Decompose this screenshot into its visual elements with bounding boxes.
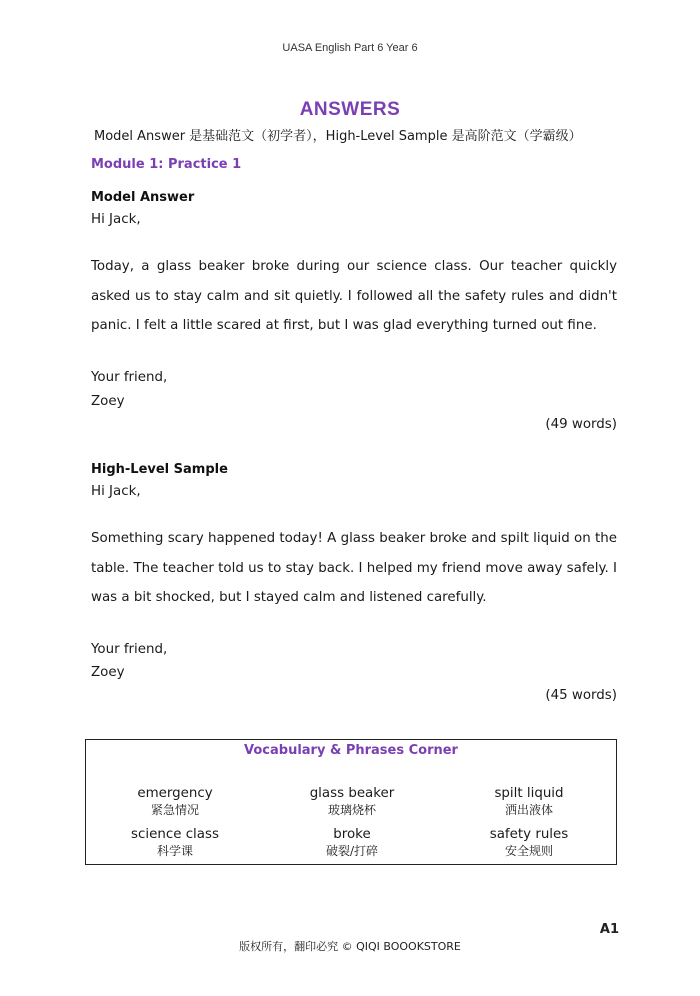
vocab-chinese: 破裂/打碎 (325, 844, 379, 858)
vocab-english: science class (131, 827, 219, 842)
vocabulary-title: Vocabulary & Phrases Corner (244, 743, 458, 758)
high-level-sample-heading: High-Level Sample (91, 462, 228, 477)
vocab-english: broke (333, 827, 371, 842)
module-heading: Module 1: Practice 1 (91, 157, 242, 172)
model-answer-signature: Zoey (91, 394, 125, 409)
model-answer-greeting: Hi Jack, (91, 212, 141, 227)
high-level-sample-signature: Zoey (91, 665, 125, 680)
vocab-chinese: 紧急情况 (150, 803, 199, 817)
vocab-chinese: 玻璃烧杯 (327, 803, 376, 817)
vocab-english: safety rules (489, 827, 569, 842)
page-number: A1 (599, 922, 619, 937)
vocab-item (264, 785, 440, 818)
page-header: UASA English Part 6 Year 6 (282, 42, 418, 54)
vocabulary-box (85, 739, 617, 865)
vocab-english: emergency (137, 786, 213, 801)
vocab-item (441, 826, 617, 859)
model-answer-heading: Model Answer (91, 190, 195, 205)
vocab-chinese: 科学课 (156, 844, 193, 858)
model-answer-closing: Your friend, (91, 370, 168, 385)
vocab-item (441, 785, 617, 818)
model-answer-word-count: (49 words) (545, 417, 617, 432)
vocab-item (87, 785, 263, 818)
vocab-item (87, 826, 263, 859)
high-level-sample-body: Something scary happened today! A glass beaker broke and spilt liquid on the table. The teacher told us to stay back. I helped my friend move away safely. I was a bit shocked, but I stayed calm and listened carefully. (91, 531, 617, 605)
vocab-item (264, 826, 440, 859)
vocab-english: spilt liquid (494, 786, 564, 801)
high-level-sample-closing: Your friend, (91, 642, 168, 657)
vocab-chinese: 洒出液体 (504, 803, 553, 817)
page-footer: 版权所有，翻印必究 © QIQI BOOOKSTORE (239, 940, 461, 953)
high-level-sample-word-count: (45 words) (545, 688, 617, 703)
vocab-chinese: 安全规则 (504, 844, 553, 858)
model-answer-body: Today, a glass beaker broke during our science class. Our teacher quickly asked us to stay calm and sit quietly. I followed all the safety rules and didn't panic. I felt a little scared at first, but I was glad everything turned out fine. (91, 259, 617, 333)
page-title: ANSWERS (299, 99, 401, 120)
vocab-english: glass beaker (309, 786, 395, 801)
page-subtitle: Model Answer 是基础范文（初学者），High-Level Sample 是高阶范文（学霸级） (94, 129, 582, 144)
high-level-sample-greeting: Hi Jack, (91, 484, 141, 499)
